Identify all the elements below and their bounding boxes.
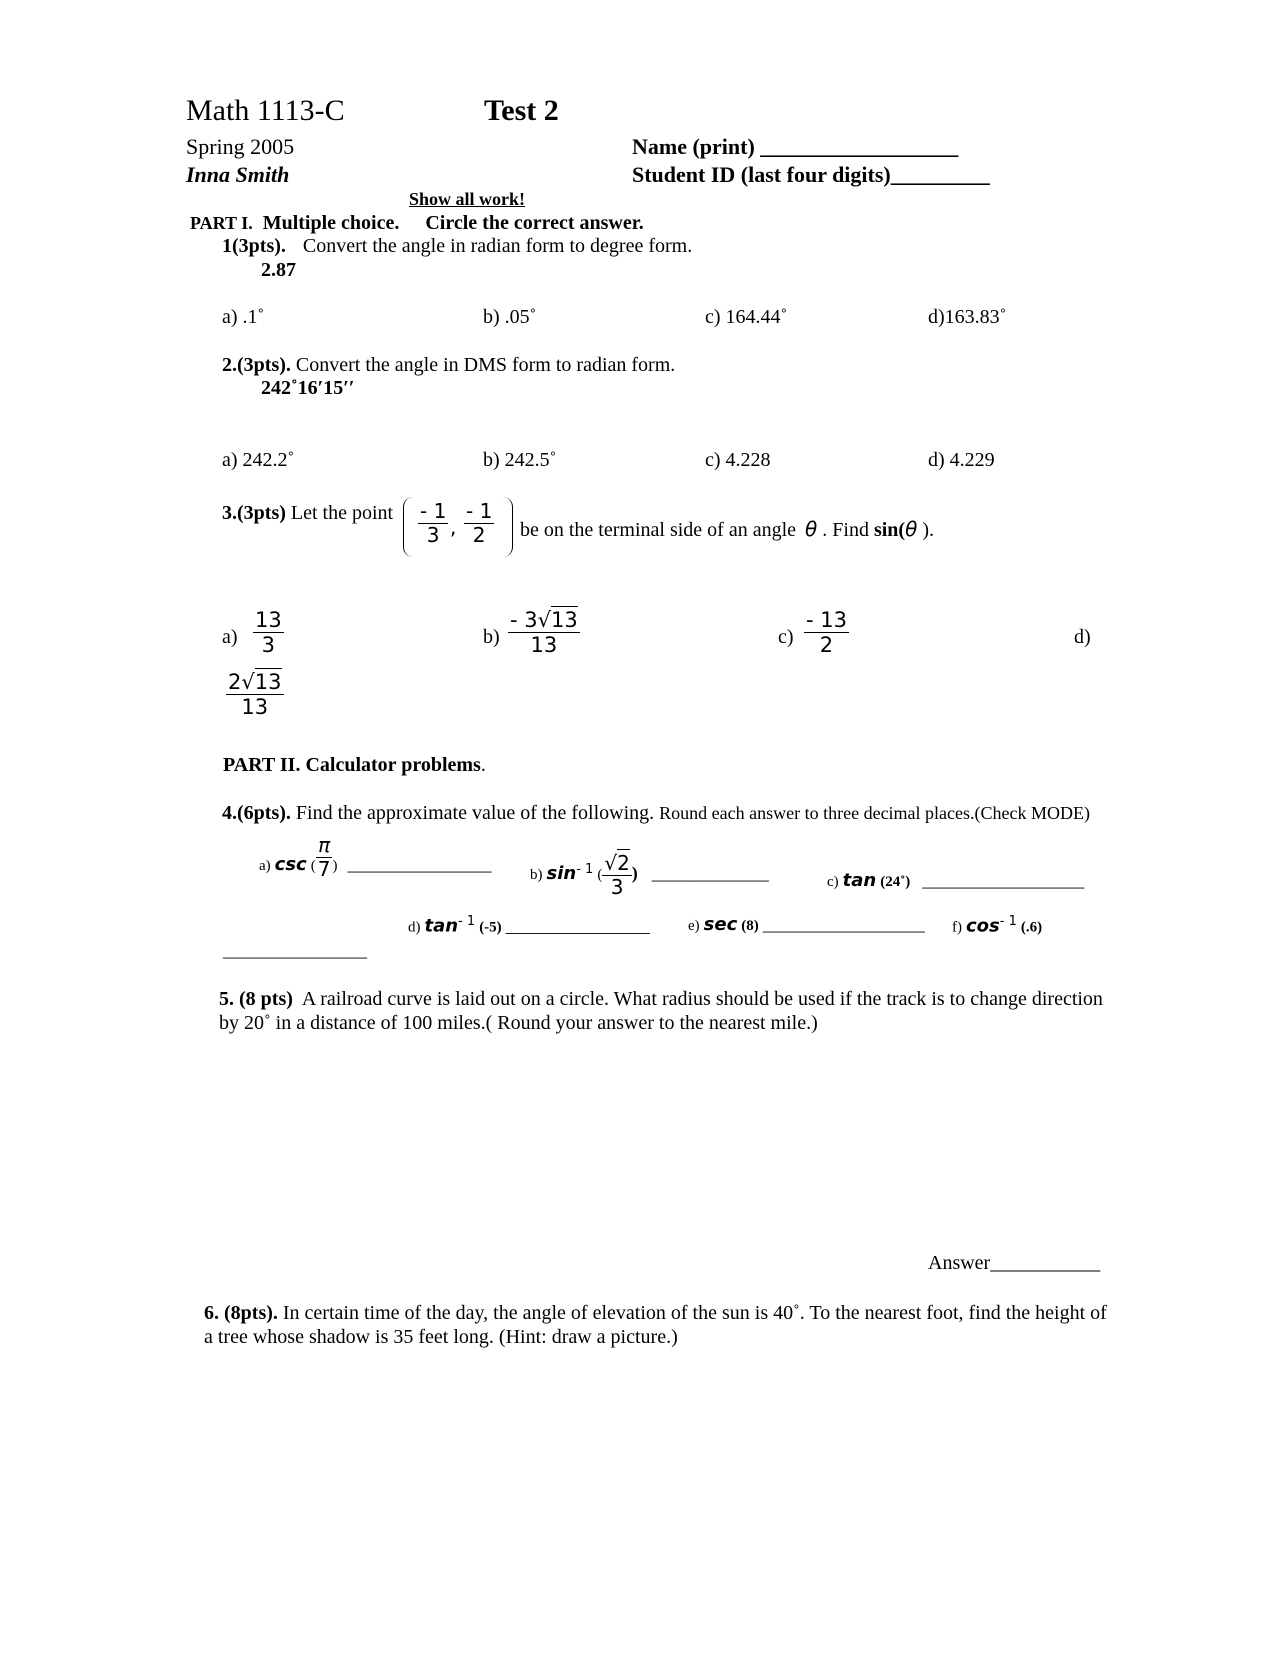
q3-prompt-rest: be on the terminal side of an angle θ . Find sin(θ ). — [520, 517, 934, 541]
name-field[interactable]: Name (print) __________________ — [632, 134, 959, 159]
q4-e: e) sec (8) __________________ — [688, 914, 925, 935]
q2-choice-c[interactable]: c) 4.228 — [705, 449, 771, 471]
q1-prompt: 1(3pts). Convert the angle in radian form to degree form. — [222, 235, 693, 257]
part1-heading: PART I. Multiple choice. Circle the correct answer. — [190, 212, 644, 234]
q4-a: a) csc ( $\frac{\pi}{7}$ ) ________________ — [259, 833, 492, 881]
point-y: $\frac{- 1}{2}$ — [466, 499, 493, 547]
q3-choice-c[interactable]: $\frac{- 13}{2}$ — [806, 608, 847, 658]
q4-f-answer-blank[interactable]: ________________ — [223, 940, 367, 960]
q2-choice-d[interactable]: d) 4.229 — [928, 449, 995, 471]
q2-choice-b[interactable]: b) 242.5˚ — [483, 449, 557, 471]
q2-choice-a[interactable]: a) 242.2˚ — [222, 449, 295, 471]
point-x: $\frac{- 1}{3}$ — [420, 499, 447, 547]
show-work-note: Show all work! — [409, 189, 526, 209]
course-title: Math 1113-C — [186, 94, 345, 127]
q3-choice-b[interactable]: $\frac{- 3√13}{13}$ — [510, 608, 578, 658]
q4-d: d) $\tan^{- 1} (-5)$ ________________ — [408, 914, 650, 937]
q4-f: f) $\cos^{- 1} (.6)$ — [952, 914, 1043, 937]
test-title: Test 2 — [484, 94, 559, 127]
q5-line1: 5. (8 pts) A railroad curve is laid out on a circle. What radius should be used if the track is to change direction — [219, 988, 1103, 1010]
q3-choice-b-label[interactable]: b) — [483, 626, 500, 648]
q1-choice-a[interactable]: a) .1˚ — [222, 306, 265, 328]
q1-choice-b[interactable]: b) .05˚ — [483, 306, 537, 328]
q4-b: b) $\sin^{- 1}$ ( $\frac{√2}{3}$ ) _____________ — [530, 851, 769, 899]
q1-choice-d[interactable]: d)163.83˚ — [928, 306, 1007, 328]
student-id-field[interactable]: Student ID (last four digits)_________ — [632, 162, 990, 187]
term: Spring 2005 — [186, 134, 295, 159]
q4-prompt: 4.(6pts). Find the approximate value of the following. Round each answer to three decimal places.(Check MODE) — [222, 802, 1090, 824]
q4-c: c) tan (24˚) __________________ — [827, 870, 1085, 891]
instructor: Inna Smith — [186, 162, 290, 187]
q2-prompt: 2.(3pts). Convert the angle in DMS form to radian form. — [222, 354, 676, 376]
q5-line2: by 20˚ in a distance of 100 miles.( Round your answer to the nearest mile.) — [219, 1012, 818, 1034]
q3-choice-a-label[interactable]: a) — [222, 626, 238, 648]
q6-line2: a tree whose shadow is 35 feet long. (Hint: draw a picture.) — [204, 1326, 678, 1348]
q1-choice-c[interactable]: c) 164.44˚ — [705, 306, 788, 328]
q3-choice-d[interactable]: $\frac{2√13}{13}$ — [228, 670, 282, 720]
q6-line1: 6. (8pts). In certain time of the day, the angle of elevation of the sun is 40˚. To the nearest foot, find the height of — [204, 1302, 1107, 1324]
part2-heading: PART II. Calculator problems. — [223, 754, 486, 776]
q3-choice-c-label[interactable]: c) — [778, 626, 794, 648]
q5-answer-blank[interactable]: Answer___________ — [928, 1252, 1101, 1274]
q3-choice-d-label[interactable]: d) — [1074, 626, 1091, 648]
q3-label: 3.(3pts) Let the point — [222, 502, 394, 524]
point-comma: , — [450, 515, 457, 539]
q3-choice-a[interactable]: $\frac{13}{3}$ — [255, 608, 282, 658]
q2-value: 242˚16′15′′ — [261, 377, 355, 399]
q1-value: 2.87 — [261, 259, 296, 281]
